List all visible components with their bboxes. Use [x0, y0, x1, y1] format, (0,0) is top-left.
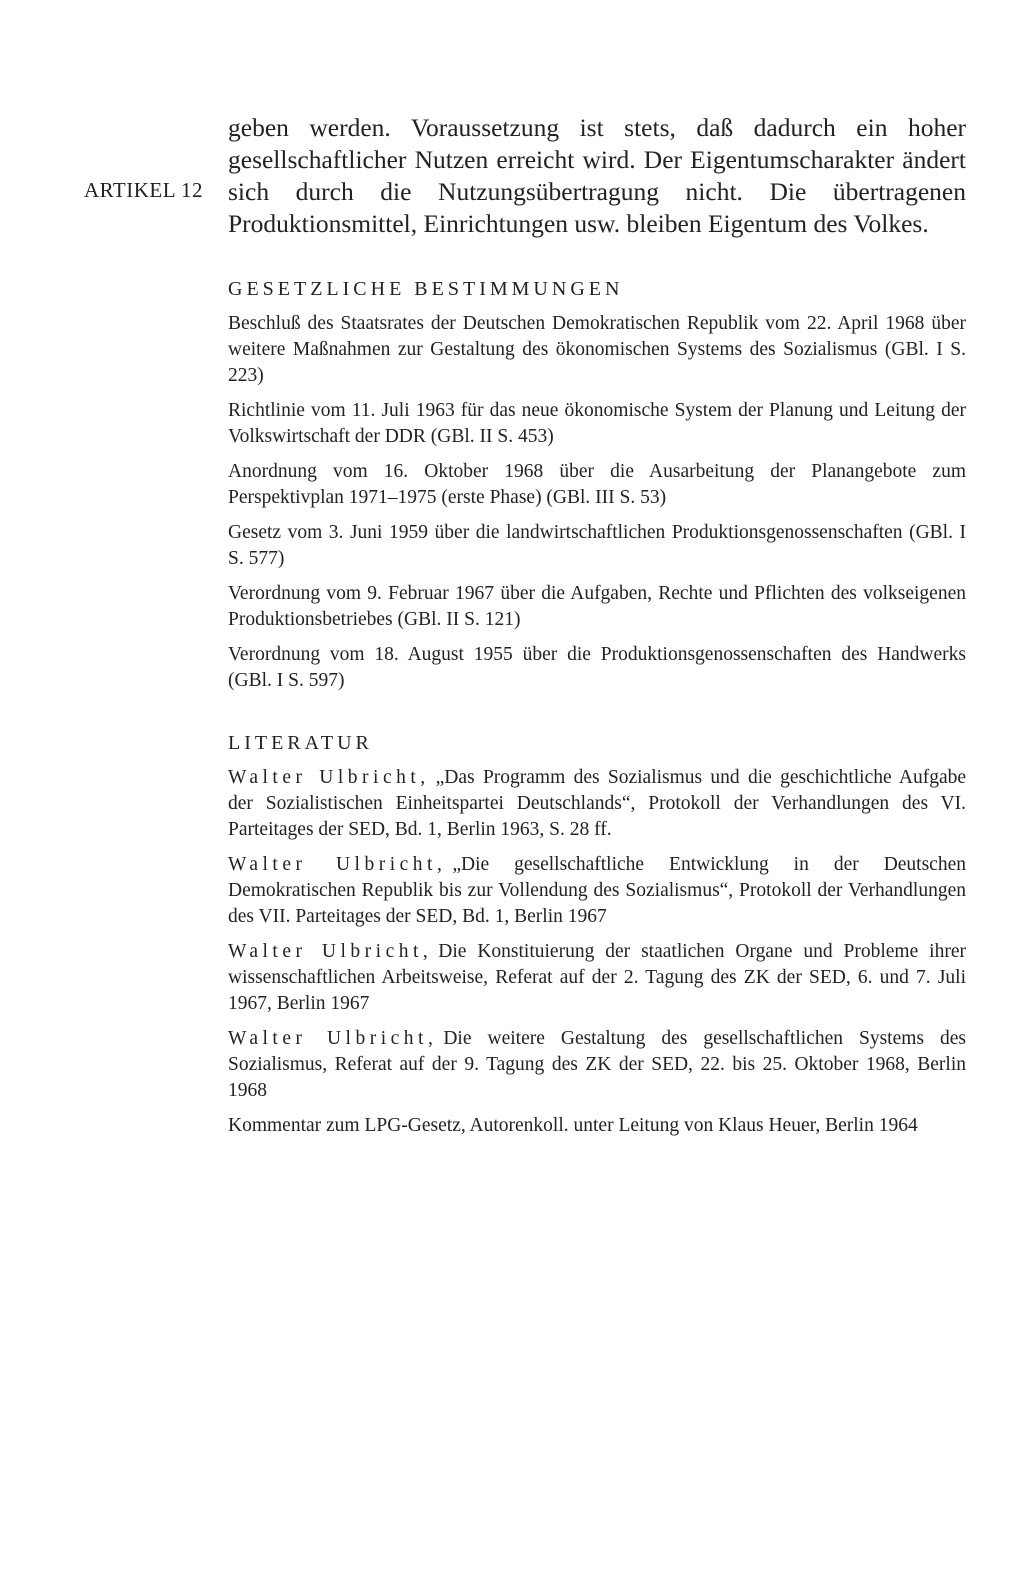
heading-literatur: LITERATUR [228, 732, 373, 754]
literature-entry [228, 852, 966, 930]
legal-entry: Gesetz vom 3. Juni 1959 über die landwirtschaftlichen Produktionsgenossenschaften (GBl. I S. 577) [228, 522, 966, 569]
literature-entry [228, 765, 966, 843]
legal-provisions-list [228, 311, 966, 694]
literature-list [228, 765, 966, 1139]
literature-entry [228, 1113, 966, 1139]
legal-entry: Verordnung vom 9. Februar 1967 über die Aufgaben, Rechte und Pflichten des volkseigenen Produktionsbetriebes (GBl. II S. 121) [228, 583, 966, 630]
main-content [228, 112, 966, 1148]
heading-gesetzliche-bestimmungen: GESETZLICHE BESTIMMUNGEN [228, 278, 624, 300]
literature-author: Walter Ulbricht, [228, 1028, 438, 1049]
literature-author: Walter Ulbricht, [228, 854, 447, 875]
literature-author: Walter Ulbricht, [228, 767, 430, 788]
margin-article-label: ARTIKEL 12 [84, 178, 204, 202]
literature-text: „Die gesellschaftliche Entwicklung in der Deutschen Demokratischen Republik bis zur Vollendung des Sozialismus“, Protokoll der Verhandlungen des VII. Parteitages der SED, Bd. 1, Berlin 1967 [228, 854, 966, 927]
legal-entry: Beschluß des Staatsrates der Deutschen Demokratischen Republik vom 22. April 1968 über weitere Maßnahmen zur Gestaltung des ökonomischen Systems des Sozialismus (GBl. I S. 223) [228, 313, 966, 386]
legal-entry: Anordnung vom 16. Oktober 1968 über die Ausarbeitung der Planangebote zum Perspektivplan 1971–1975 (erste Phase) (GBl. III S. 53) [228, 461, 966, 508]
literature-text: Die weitere Gestaltung des gesellschaftlichen Systems des Sozialismus, Referat auf der 9. Tagung des ZK der SED, 22. bis 25. Oktober 1968, Berlin 1968 [228, 1028, 966, 1101]
literature-author: Walter Ulbricht, [228, 941, 433, 962]
literature-entry [228, 939, 966, 1017]
literature-text: „Das Programm des Sozialismus und die geschichtliche Aufgabe der Sozialistischen Einheitspartei Deutschlands“, Protokoll der Verhandlungen des VI. Parteitages der SED, Bd. 1, Berlin 1963, S. 28 ff. [228, 767, 967, 840]
lead-paragraph: geben werden. Voraussetzung ist stets, daß dadurch ein hoher gesellschaftlicher Nutzen erreicht wird. Der Eigentumscharakter ändert sich durch die Nutzungsübertragung nicht. Die übertragenen Produktionsmittel, Einrichtungen usw. bleiben Eigentum des Volkes. [228, 113, 966, 238]
literature-text: Kommentar zum LPG-Gesetz, Autorenkoll. unter Leitung von Klaus Heuer, Berlin 1964 [228, 1115, 918, 1136]
literature-text: Die Konstituierung der staatlichen Organe und Probleme ihrer wissenschaftlichen Arbeitsweise, Referat auf der 2. Tagung des ZK der SED, 6. und 7. Juli 1967, Berlin 1967 [228, 941, 966, 1014]
literature-entry [228, 1026, 966, 1104]
legal-entry: Verordnung vom 18. August 1955 über die Produktionsgenossenschaften des Handwerks (GBl. I S. 597) [228, 644, 966, 691]
legal-entry: Richtlinie vom 11. Juli 1963 für das neue ökonomische System der Planung und Leitung der Volkswirtschaft der DDR (GBl. II S. 453) [228, 400, 966, 447]
